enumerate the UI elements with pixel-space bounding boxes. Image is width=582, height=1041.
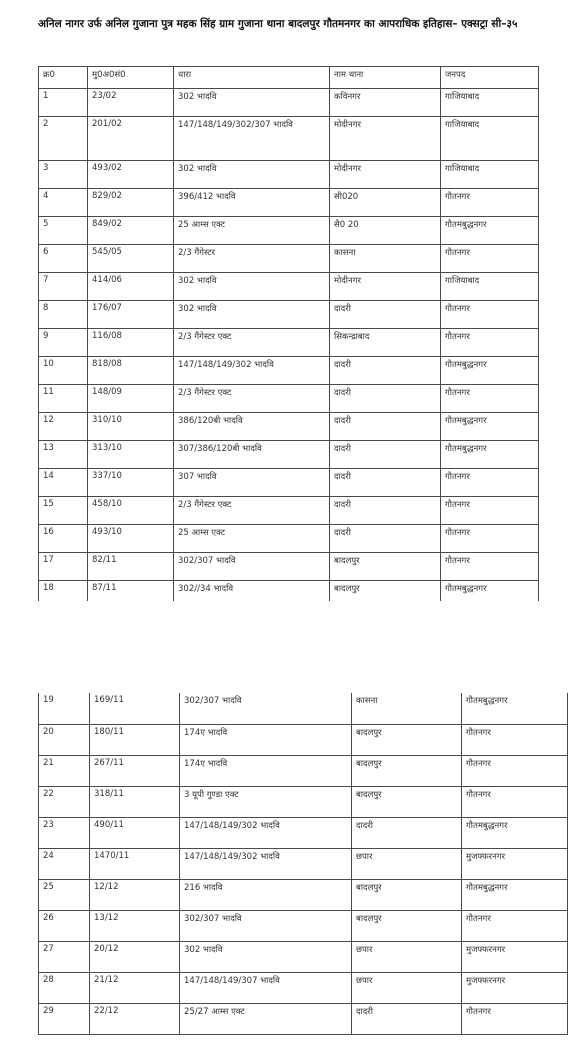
column-header-district: जनपद	[441, 67, 539, 89]
cell-police-station: मोदीनगर	[330, 273, 441, 301]
cell-serial: 12	[39, 413, 88, 441]
cell-section: 216 भादवि	[180, 879, 352, 910]
column-header-case-number: मु0अ0सं0	[88, 67, 174, 89]
cell-case-number: 337/10	[88, 469, 174, 497]
table-row	[39, 161, 539, 189]
cell-section: 396/412 भादवि	[174, 189, 330, 217]
table-row	[39, 879, 568, 910]
cell-serial: 26	[39, 910, 90, 941]
cell-district: गौतनगर	[441, 525, 539, 553]
cell-serial: 10	[39, 357, 88, 385]
cell-serial: 28	[39, 972, 90, 1003]
cell-case-number: 169/11	[90, 693, 180, 724]
cell-serial: 11	[39, 385, 88, 413]
table-row	[39, 941, 568, 972]
cell-case-number: 318/11	[90, 786, 180, 817]
cell-district: गौतमबुद्धनगर	[441, 581, 539, 601]
cell-police-station: दादरी	[352, 1003, 462, 1034]
cell-serial: 5	[39, 217, 88, 245]
cell-case-number: 414/06	[88, 273, 174, 301]
cell-district: गौतनगर	[441, 553, 539, 581]
cell-serial: 13	[39, 441, 88, 469]
cell-serial: 15	[39, 497, 88, 525]
cell-section: 302/307 भादवि	[180, 693, 352, 724]
table-row	[39, 581, 539, 601]
cell-district: गौतमबुद्धनगर	[441, 413, 539, 441]
cell-section: 302 भादवि	[174, 89, 330, 117]
cell-district: गाजियाबाद	[441, 89, 539, 117]
cell-section: 147/148/149/302 भादवि	[180, 817, 352, 848]
cell-section: 147/148/149/302 भादवि	[174, 357, 330, 385]
cell-police-station: दादरी	[330, 413, 441, 441]
cell-serial: 29	[39, 1003, 90, 1034]
cell-police-station: मोदीनगर	[330, 117, 441, 161]
table-row	[39, 329, 539, 357]
cell-serial: 4	[39, 189, 88, 217]
cell-case-number: 180/11	[90, 724, 180, 755]
cell-serial: 22	[39, 786, 90, 817]
cell-section: 25 आम्स एक्ट	[174, 217, 330, 245]
cell-case-number: 493/10	[88, 525, 174, 553]
cell-section: 147/148/149/307 भादवि	[180, 972, 352, 1003]
cell-section: 25 आम्स एक्ट	[174, 525, 330, 553]
cell-case-number: 201/02	[88, 117, 174, 161]
cell-district: गौतनगर	[462, 910, 568, 941]
cell-district: गौतमबुद्धनगर	[462, 693, 568, 724]
cell-case-number: 22/12	[90, 1003, 180, 1034]
column-header-serial: क्र0	[39, 67, 88, 89]
cell-serial: 14	[39, 469, 88, 497]
table-row	[39, 817, 568, 848]
table-row	[39, 972, 568, 1003]
cell-section: 147/148/149/302 भादवि	[180, 848, 352, 879]
table-row	[39, 189, 539, 217]
cell-case-number: 176/07	[88, 301, 174, 329]
cell-case-number: 21/12	[90, 972, 180, 1003]
cell-district: गौतनगर	[441, 497, 539, 525]
cell-section: 174ए भादवि	[180, 755, 352, 786]
cell-district: गौतमबुद्धनगर	[441, 357, 539, 385]
cell-section: 2/3 गैंगेस्टर एक्ट	[174, 329, 330, 357]
cell-police-station: छपार	[352, 848, 462, 879]
cell-section: 302/307 भादवि	[180, 910, 352, 941]
cell-police-station: छपार	[352, 941, 462, 972]
cell-case-number: 116/08	[88, 329, 174, 357]
table-row	[39, 117, 539, 161]
table-row	[39, 89, 539, 117]
cell-police-station: मोदीनगर	[330, 161, 441, 189]
cell-district: गाजियाबाद	[441, 273, 539, 301]
table-row	[39, 357, 539, 385]
cell-police-station: दादरी	[330, 441, 441, 469]
cell-serial: 25	[39, 879, 90, 910]
cell-case-number: 267/11	[90, 755, 180, 786]
table-row	[39, 441, 539, 469]
cell-serial: 1	[39, 89, 88, 117]
table-row	[39, 413, 539, 441]
criminal-record-table-page1	[38, 66, 539, 601]
table-row	[39, 497, 539, 525]
cell-serial: 24	[39, 848, 90, 879]
cell-case-number: 545/05	[88, 245, 174, 273]
cell-district: मुजफ्फरनगर	[462, 848, 568, 879]
cell-district: गौतमबुद्धनगर	[441, 441, 539, 469]
table-row	[39, 245, 539, 273]
cell-case-number: 87/11	[88, 581, 174, 601]
cell-serial: 3	[39, 161, 88, 189]
cell-case-number: 849/02	[88, 217, 174, 245]
cell-serial: 19	[39, 693, 90, 724]
table-row	[39, 1003, 568, 1034]
column-header-police-station: नाम थाना	[330, 67, 441, 89]
cell-section: 386/120बी भादवि	[174, 413, 330, 441]
cell-police-station: दादरी	[330, 385, 441, 413]
cell-police-station: बादलपुर	[330, 581, 441, 601]
cell-district: गौतनगर	[441, 469, 539, 497]
cell-district: गौतनगर	[441, 245, 539, 273]
cell-district: गौतनगर	[441, 385, 539, 413]
cell-district: गाजियाबाद	[441, 161, 539, 189]
cell-district: गौतनगर	[462, 1003, 568, 1034]
table-row	[39, 301, 539, 329]
cell-district: गौतनगर	[441, 189, 539, 217]
cell-section: 302/307 भादवि	[174, 553, 330, 581]
cell-serial: 8	[39, 301, 88, 329]
cell-district: मुजफ्फरनगर	[462, 972, 568, 1003]
column-header-section: धारा	[174, 67, 330, 89]
cell-police-station: कासना	[330, 245, 441, 273]
cell-section: 2/3 गैंगेस्टर एक्ट	[174, 497, 330, 525]
cell-section: 307/386/120बी भादवि	[174, 441, 330, 469]
table-header-row	[39, 67, 539, 89]
cell-police-station: बादलपुर	[352, 910, 462, 941]
cell-police-station: दादरी	[330, 525, 441, 553]
cell-serial: 21	[39, 755, 90, 786]
cell-police-station: बादलपुर	[352, 879, 462, 910]
cell-section: 302 भादवि	[174, 161, 330, 189]
cell-police-station: दादरी	[330, 497, 441, 525]
cell-police-station: बादलपुर	[330, 553, 441, 581]
cell-serial: 23	[39, 817, 90, 848]
table-row	[39, 755, 568, 786]
table-row	[39, 469, 539, 497]
cell-district: गौतनगर	[462, 786, 568, 817]
cell-district: गौतनगर	[462, 755, 568, 786]
cell-police-station: कासना	[352, 693, 462, 724]
cell-case-number: 1470/11	[90, 848, 180, 879]
table-row	[39, 273, 539, 301]
cell-case-number: 310/10	[88, 413, 174, 441]
cell-police-station: बादलपुर	[352, 755, 462, 786]
cell-section: 2/3 गैंगेस्टर	[174, 245, 330, 273]
cell-police-station: सै0 20	[330, 217, 441, 245]
cell-police-station: दादरी	[352, 817, 462, 848]
cell-district: गौतनगर	[441, 329, 539, 357]
cell-section: 307 भादवि	[174, 469, 330, 497]
cell-section: 147/148/149/302/307 भादवि	[174, 117, 330, 161]
cell-serial: 6	[39, 245, 88, 273]
cell-case-number: 12/12	[90, 879, 180, 910]
cell-police-station: दादरी	[330, 357, 441, 385]
cell-district: गौतमबुद्धनगर	[462, 817, 568, 848]
cell-case-number: 20/12	[90, 941, 180, 972]
cell-police-station: सिकन्द्राबाद	[330, 329, 441, 357]
cell-serial: 27	[39, 941, 90, 972]
table-row	[39, 385, 539, 413]
cell-police-station: बादलपुर	[352, 724, 462, 755]
cell-district: गौतमबुद्धनगर	[441, 217, 539, 245]
cell-district: गौतमबुद्धनगर	[462, 879, 568, 910]
document-heading: अनिल नागर उर्फ अनिल गुजाना पुत्र महक सिंह ग्राम गुजाना थाना बादलपुर गौतमनगर का आपराधिक इतिहास– एक्सट्रा सी–३५	[38, 18, 518, 30]
cell-serial: 9	[39, 329, 88, 357]
cell-case-number: 493/02	[88, 161, 174, 189]
cell-serial: 18	[39, 581, 88, 601]
cell-police-station: छपार	[352, 972, 462, 1003]
cell-district: गाजियाबाद	[441, 117, 539, 161]
cell-section: 2/3 गैंगेस्टर एक्ट	[174, 385, 330, 413]
cell-district: मुजफ्फरनगर	[462, 941, 568, 972]
cell-case-number: 82/11	[88, 553, 174, 581]
table-row	[39, 553, 539, 581]
cell-section: 3 यूपी गुण्डा एक्ट	[180, 786, 352, 817]
cell-district: गौतनगर	[441, 301, 539, 329]
cell-district: गौतनगर	[462, 724, 568, 755]
cell-case-number: 13/12	[90, 910, 180, 941]
table-row	[39, 786, 568, 817]
cell-serial: 16	[39, 525, 88, 553]
cell-serial: 7	[39, 273, 88, 301]
cell-police-station: दादरी	[330, 301, 441, 329]
cell-police-station: सी020	[330, 189, 441, 217]
cell-case-number: 23/02	[88, 89, 174, 117]
cell-section: 302 भादवि	[180, 941, 352, 972]
cell-section: 302 भादवि	[174, 273, 330, 301]
table-row	[39, 217, 539, 245]
cell-case-number: 490/11	[90, 817, 180, 848]
table-row	[39, 910, 568, 941]
cell-section: 25/27 आम्स एक्ट	[180, 1003, 352, 1034]
cell-case-number: 458/10	[88, 497, 174, 525]
cell-police-station: दादरी	[330, 469, 441, 497]
cell-case-number: 313/10	[88, 441, 174, 469]
cell-police-station: बादलपुर	[352, 786, 462, 817]
cell-section: 302//34 भादवि	[174, 581, 330, 601]
cell-serial: 20	[39, 724, 90, 755]
cell-police-station: कविनगर	[330, 89, 441, 117]
table-row	[39, 525, 539, 553]
cell-section: 302 भादवि	[174, 301, 330, 329]
cell-case-number: 148/09	[88, 385, 174, 413]
cell-serial: 2	[39, 117, 88, 161]
cell-section: 174ए भादवि	[180, 724, 352, 755]
table-row	[39, 724, 568, 755]
cell-case-number: 829/02	[88, 189, 174, 217]
table-row	[39, 693, 568, 724]
cell-case-number: 818/08	[88, 357, 174, 385]
criminal-record-table-page2	[38, 693, 568, 1035]
table-row	[39, 848, 568, 879]
cell-serial: 17	[39, 553, 88, 581]
